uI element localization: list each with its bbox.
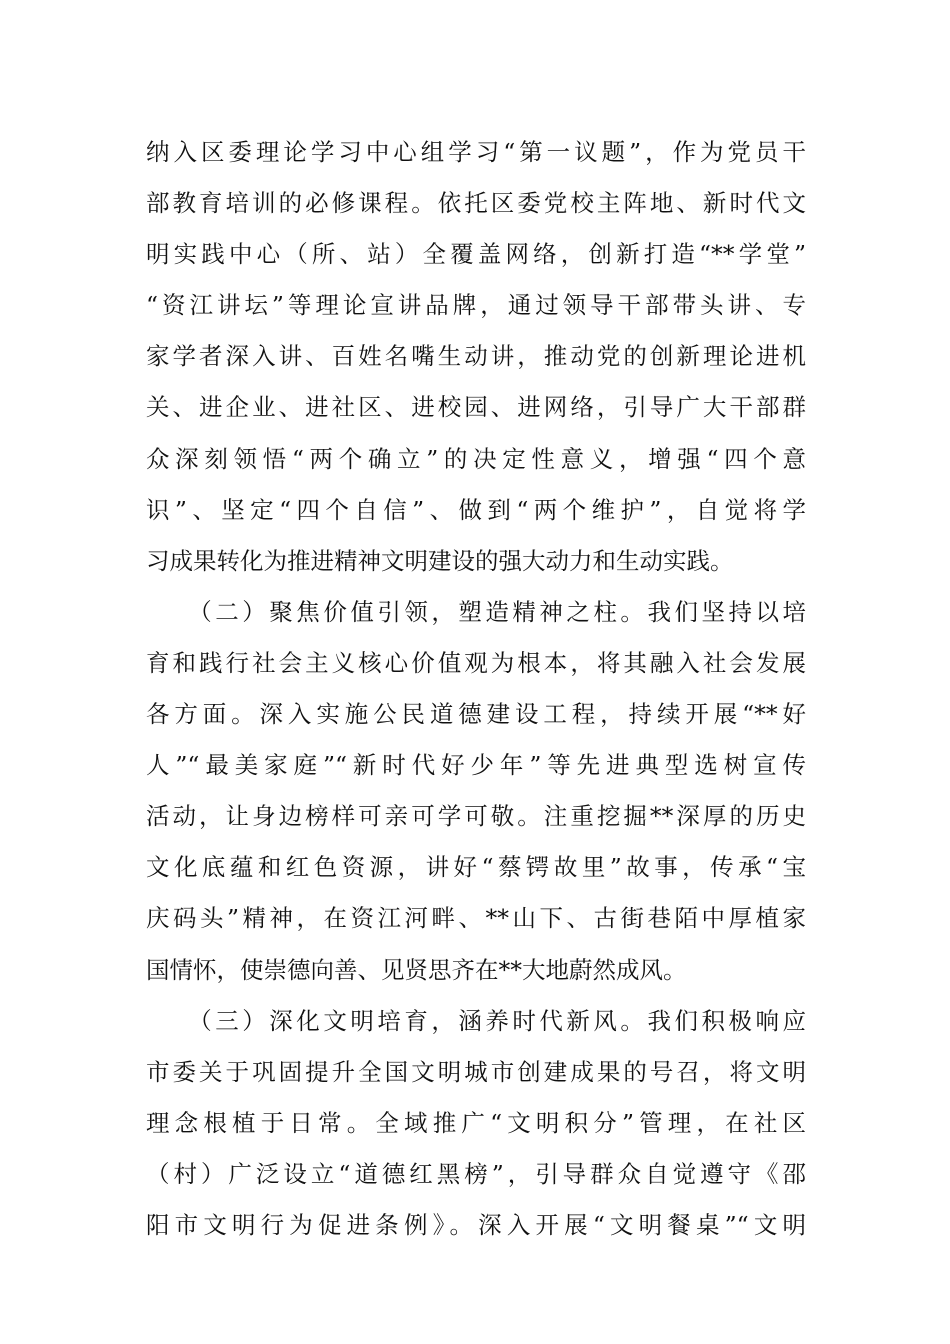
text-line: 家学者深入讲、百姓名嘴生动讲，推动党的创新理论进机 [146,342,806,371]
text-line: 阳市文明行为促进条例》。深入开展“文明餐桌”“文明 [146,1210,806,1239]
text-line: 理念根植于日常。全域推广“文明积分”管理，在社区 [146,1108,806,1137]
body-text [146,127,806,1251]
text-line: 人”“最美家庭”“新时代好少年”等先进典型选树宣传 [146,751,806,780]
text-line: 明实践中心（所、站）全覆盖网络，创新打造“**学堂” [146,240,806,269]
text-line: 文化底蕴和红色资源，讲好“蔡锷故里”故事，传承“宝 [146,853,806,882]
text-line: 部教育培训的必修课程。依托区委党校主阵地、新时代文 [146,189,806,218]
paragraph-heading-line: （三）深化文明培育，涵养时代新风。我们积极响应 [146,1006,806,1035]
text-line: 众深刻领悟“两个确立”的决定性意义，增强“四个意 [146,444,806,473]
text-line: 识”、坚定“四个自信”、做到“两个维护”，自觉将学 [146,495,806,524]
text-line: 庆码头”精神，在资江河畔、**山下、古街巷陌中厚植家 [146,904,806,933]
text-line: 纳入区委理论学习中心组学习“第一议题”，作为党员干 [146,138,806,166]
text-line: 关、进企业、进社区、进校园、进网络，引导广大干部群 [146,393,806,422]
paragraph-end-line: 国情怀，使崇德向善、见贤思齐在**大地蔚然成风。 [146,955,687,984]
text-line: 活动，让身边榜样可亲可学可敬。注重挖掘**深厚的历史 [146,802,806,831]
text-line: （村）广泛设立“道德红黑榜”，引导群众自觉遵守《邵 [146,1159,806,1188]
text-line: “资江讲坛”等理论宣讲品牌，通过领导干部带头讲、专 [146,291,806,320]
text-line: 育和践行社会主义核心价值观为根本，将其融入社会发展 [146,648,806,677]
text-line: 各方面。深入实施公民道德建设工程，持续开展“**好 [146,700,806,729]
paragraph-heading-line: （二）聚焦价值引领，塑造精神之柱。我们坚持以培 [146,597,806,626]
paragraph-end-line: 习成果转化为推进精神文明建设的强大动力和生动实践。 [146,546,734,575]
text-line: 市委关于巩固提升全国文明城市创建成果的号召，将文明 [146,1057,806,1086]
